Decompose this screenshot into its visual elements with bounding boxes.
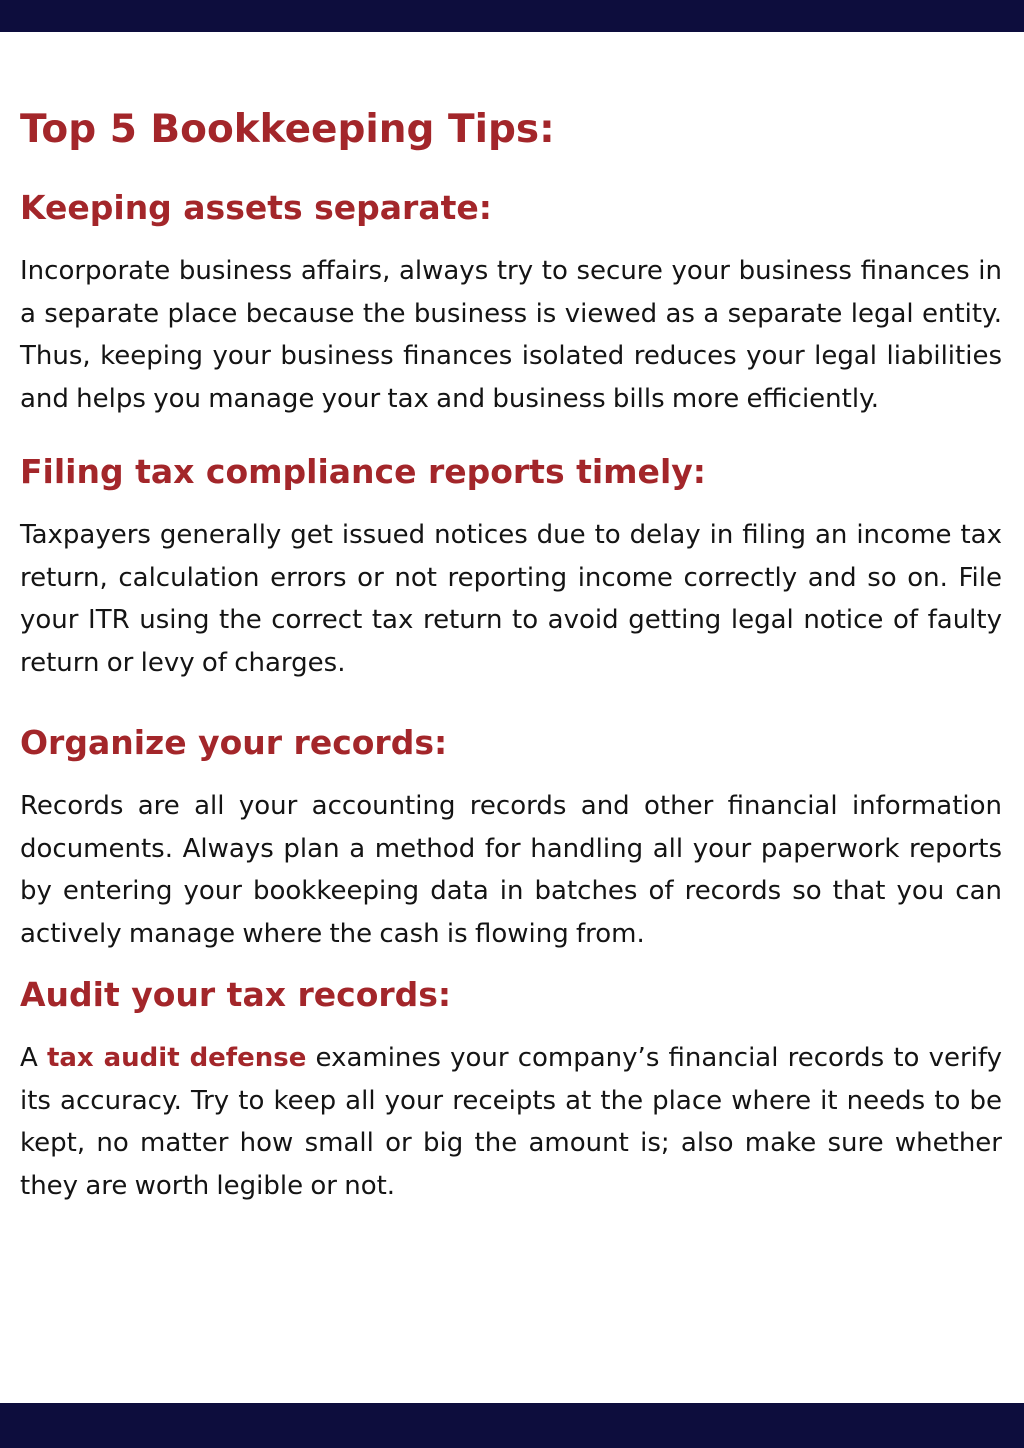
- section-body-records: Records are all your accounting records and other financial information documents. Always plan a method for handling all your paperwork reports by entering your bookkeeping data in batches of records so that you can actively manage where the cash is flowing from.: [20, 791, 1002, 949]
- tax-audit-defense-link[interactable]: tax audit defense: [46, 1043, 307, 1073]
- section-heading-audit: Audit your tax records:: [20, 975, 452, 1014]
- section-heading-records: Organize your records:: [20, 723, 448, 762]
- section-body-assets: Incorporate business affairs, always try to secure your business finances in a separate place because the business is viewed as a separate legal entity. Thus, keeping your business finances isolated reduces your legal liabilities and helps you manage your tax and business bills more efficiently.: [20, 256, 1002, 414]
- section-heading-tax-compliance: Filing tax compliance reports timely:: [20, 452, 706, 491]
- top-banner: [0, 0, 1024, 32]
- section-body-tax-compliance: Taxpayers generally get issued notices due to delay in filing an income tax return, calculation errors or not reporting income correctly and so on. File your ITR using the correct tax return to avoid getting legal notice of faulty return or levy of charges.: [20, 520, 1002, 678]
- audit-body-prefix: A: [20, 1043, 47, 1073]
- bottom-banner: [0, 1403, 1024, 1448]
- page-title: Top 5 Bookkeeping Tips:: [20, 107, 555, 152]
- document-content: [20, 104, 1002, 1207]
- audit-body-text: examines your company’s financial records to verify its accuracy. Try to keep all your receipts at the place where it needs to be kept, no matter how small or big the amount is; also make sure whether they are worth legible or not.: [20, 1043, 1002, 1201]
- section-heading-assets: Keeping assets separate:: [20, 188, 492, 227]
- section-body-audit: [20, 1037, 1002, 1207]
